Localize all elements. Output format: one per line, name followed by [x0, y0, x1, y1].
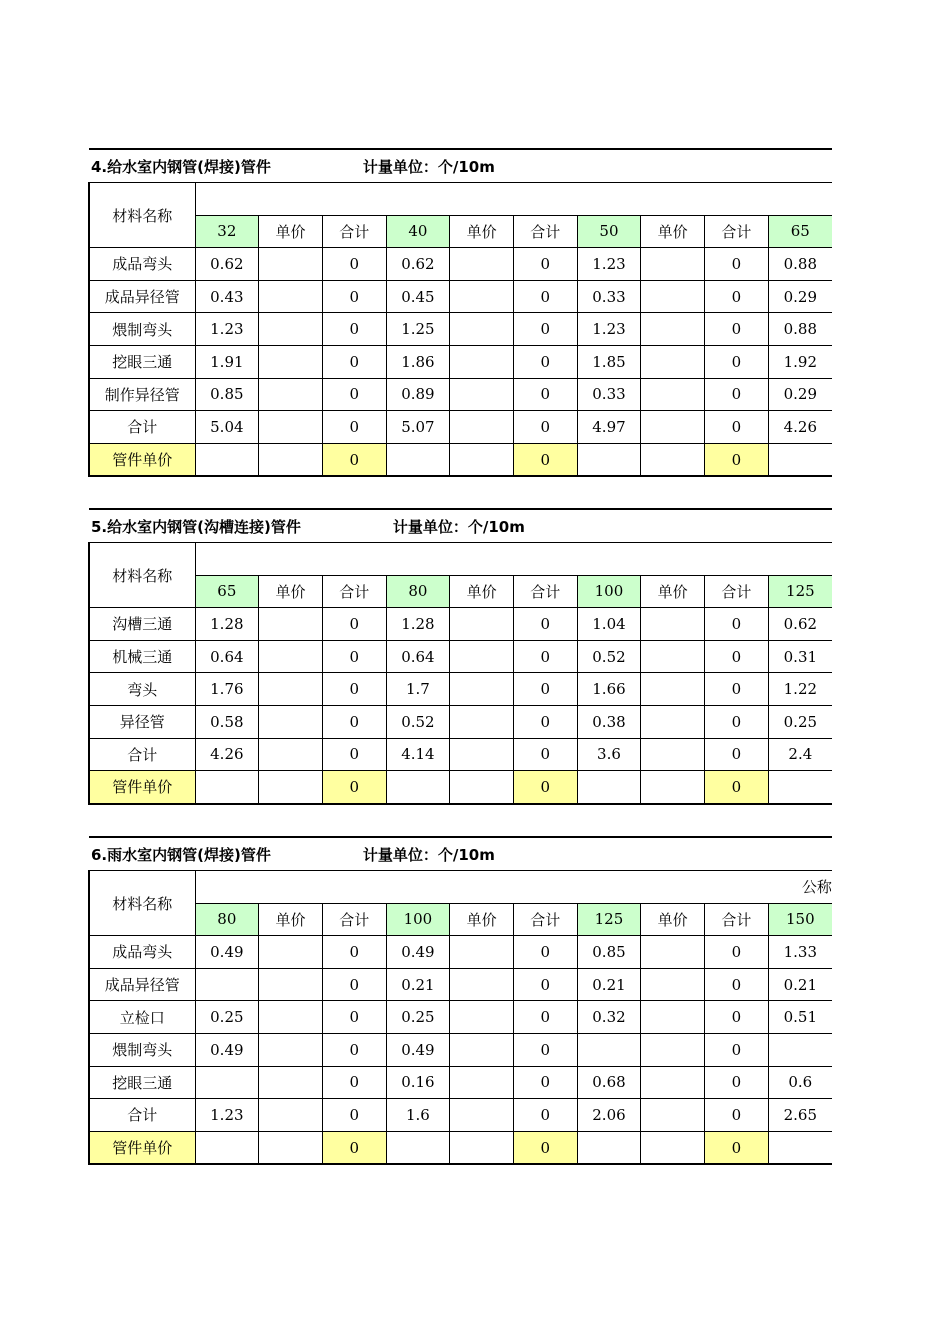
table-cell: 2.4: [768, 738, 832, 771]
table-cell: 0.32: [577, 1001, 641, 1034]
table-cell: 5.07: [386, 411, 450, 444]
table-cell: [450, 248, 514, 281]
table-cell: 0: [705, 705, 769, 738]
unit-label: 计量单位：个/10m: [392, 517, 525, 536]
table-cell: 0.49: [195, 936, 259, 969]
unit-price-cell: [768, 443, 832, 476]
table-cell: [259, 313, 323, 346]
name-header: 材料名称: [89, 183, 195, 248]
table-cell: [259, 673, 323, 706]
table-cell: 0: [705, 968, 769, 1001]
table-cell: [641, 248, 705, 281]
table-cell: 1.23: [195, 1099, 259, 1132]
table-cell: 1.33: [768, 936, 832, 969]
table-cell: 0.89: [386, 378, 450, 411]
table-cell: 0.85: [195, 378, 259, 411]
spreadsheet-table: [88, 836, 832, 1165]
table-cell: 4.14: [386, 738, 450, 771]
table-cell: [641, 345, 705, 378]
table-cell: 0: [513, 280, 577, 313]
material-name: 合计: [89, 738, 195, 771]
unit-price-cell: [195, 771, 259, 804]
table-cell: [259, 1099, 323, 1132]
table-cell: 0: [322, 280, 386, 313]
table-cell: 0: [705, 1033, 769, 1066]
unit-label: 计量单位：个/10m: [362, 845, 495, 864]
total-header: 合计: [322, 215, 386, 248]
unit-price-label: 管件单价: [89, 771, 195, 804]
material-name: 弯头: [89, 673, 195, 706]
table-cell: [641, 378, 705, 411]
table-cell: 0: [322, 738, 386, 771]
table-cell: 1.04: [577, 608, 641, 641]
table-cell: 0: [705, 1066, 769, 1099]
table-cell: 0: [705, 1099, 769, 1132]
total-header: 合计: [705, 575, 769, 608]
unit-price-cell: 0: [705, 771, 769, 804]
table-cell: 1.91: [195, 345, 259, 378]
material-name: 成品弯头: [89, 248, 195, 281]
unit-price-cell: [259, 1131, 323, 1164]
table-row: [89, 640, 832, 673]
material-name: 合计: [89, 1099, 195, 1132]
size-header: 80: [386, 575, 450, 608]
table-cell: [641, 608, 705, 641]
material-name: 成品异径管: [89, 968, 195, 1001]
table-cell: 0: [322, 705, 386, 738]
price-header: 单价: [450, 903, 514, 936]
unit-price-cell: 0: [705, 1131, 769, 1164]
nominal-size-header: 公称: [195, 871, 832, 904]
table-cell: 0: [705, 1001, 769, 1034]
table-cell: [259, 280, 323, 313]
table-cell: [450, 705, 514, 738]
table-cell: 0.43: [195, 280, 259, 313]
table-cell: 0.52: [577, 640, 641, 673]
table-title: 5.给水室内钢管(沟槽连接)管件: [91, 517, 301, 536]
table-cell: [450, 345, 514, 378]
table-cell: 0.21: [386, 968, 450, 1001]
unit-price-cell: [386, 771, 450, 804]
table-cell: 0: [322, 313, 386, 346]
table-cell: 0: [322, 936, 386, 969]
table-cell: [259, 1001, 323, 1034]
table-cell: 1.23: [195, 313, 259, 346]
table-row: [89, 705, 832, 738]
total-header: 合计: [705, 215, 769, 248]
table-cell: [450, 968, 514, 1001]
total-header: 合计: [322, 575, 386, 608]
price-header: 单价: [641, 215, 705, 248]
total-header: 合计: [513, 215, 577, 248]
table-cell: 1.66: [577, 673, 641, 706]
material-name: 成品弯头: [89, 936, 195, 969]
table-cell: 0: [513, 968, 577, 1001]
table-cell: [641, 313, 705, 346]
table-cell: [641, 1099, 705, 1132]
size-header: 80: [195, 903, 259, 936]
unit-price-cell: [641, 1131, 705, 1164]
table-cell: [259, 705, 323, 738]
table-cell: 4.26: [195, 738, 259, 771]
unit-price-cell: [641, 771, 705, 804]
unit-price-row: [89, 771, 832, 804]
table-cell: 0.25: [386, 1001, 450, 1034]
table-cell: [259, 608, 323, 641]
table-row: [89, 1033, 832, 1066]
table-cell: [641, 280, 705, 313]
unit-price-label: 管件单价: [89, 443, 195, 476]
table-cell: 0: [322, 608, 386, 641]
price-header: 单价: [259, 903, 323, 936]
table-cell: 0.21: [768, 968, 832, 1001]
size-header: 32: [195, 215, 259, 248]
table-cell: [195, 968, 259, 1001]
table-cell: [450, 280, 514, 313]
table-cell: 0: [513, 608, 577, 641]
table-cell: [450, 738, 514, 771]
table-cell: 1.92: [768, 345, 832, 378]
unit-price-cell: [768, 1131, 832, 1164]
table-cell: [195, 1066, 259, 1099]
table-cell: 1.86: [386, 345, 450, 378]
spreadsheet-table: [88, 508, 832, 805]
table-cell: [641, 640, 705, 673]
price-header: 单价: [641, 903, 705, 936]
table-cell: 0.29: [768, 280, 832, 313]
table-cell: 0.85: [577, 936, 641, 969]
table-cell: 0: [322, 345, 386, 378]
price-header: 单价: [259, 575, 323, 608]
table-cell: [577, 1033, 641, 1066]
table-row: [89, 1066, 832, 1099]
material-name: 挖眼三通: [89, 1066, 195, 1099]
unit-label: 计量单位：个/10m: [362, 157, 495, 176]
table-cell: 0.51: [768, 1001, 832, 1034]
table-row: [89, 378, 832, 411]
table-cell: 1.76: [195, 673, 259, 706]
table-cell: 0: [705, 608, 769, 641]
table-cell: [450, 378, 514, 411]
table-cell: 0: [705, 936, 769, 969]
size-header: 100: [577, 575, 641, 608]
table-cell: 0: [322, 248, 386, 281]
table-cell: 0.33: [577, 280, 641, 313]
table-cell: [641, 1033, 705, 1066]
unit-price-cell: [577, 443, 641, 476]
nominal-size-header: [195, 543, 832, 576]
table-cell: [450, 640, 514, 673]
table-row: [89, 248, 832, 281]
fittings-table-5: [88, 508, 828, 805]
table-cell: 0.16: [386, 1066, 450, 1099]
unit-price-cell: [386, 1131, 450, 1164]
unit-price-cell: [577, 1131, 641, 1164]
table-cell: [259, 936, 323, 969]
table-cell: 1.28: [195, 608, 259, 641]
table-cell: 0.6: [768, 1066, 832, 1099]
unit-price-cell: 0: [513, 771, 577, 804]
table-cell: [450, 1033, 514, 1066]
table-cell: [259, 640, 323, 673]
table-cell: [641, 936, 705, 969]
table-cell: 0: [322, 673, 386, 706]
table-row: [89, 673, 832, 706]
table-cell: 0: [513, 936, 577, 969]
table-cell: 0.62: [386, 248, 450, 281]
table-cell: 0: [322, 1099, 386, 1132]
table-cell: 0.68: [577, 1066, 641, 1099]
table-cell: 0: [513, 673, 577, 706]
table-cell: 0.25: [195, 1001, 259, 1034]
table-cell: 0: [705, 640, 769, 673]
table-cell: 0.33: [577, 378, 641, 411]
material-name: 成品异径管: [89, 280, 195, 313]
total-header: 合计: [705, 903, 769, 936]
unit-price-cell: [450, 1131, 514, 1164]
table-cell: [450, 411, 514, 444]
table-cell: [259, 968, 323, 1001]
table-cell: 0: [513, 1099, 577, 1132]
fittings-table-4: [88, 148, 828, 477]
table-cell: 0.31: [768, 640, 832, 673]
table-cell: 0.49: [386, 936, 450, 969]
material-name: 立检口: [89, 1001, 195, 1034]
total-header: 合计: [513, 575, 577, 608]
price-header: 单价: [450, 575, 514, 608]
nominal-size-header: [195, 183, 832, 216]
material-name: 挖眼三通: [89, 345, 195, 378]
table-cell: [641, 705, 705, 738]
unit-price-row: [89, 1131, 832, 1164]
table-cell: 0: [705, 313, 769, 346]
table-cell: 2.06: [577, 1099, 641, 1132]
table-cell: 1.25: [386, 313, 450, 346]
material-name: 煨制弯头: [89, 1033, 195, 1066]
table-cell: 0: [513, 1001, 577, 1034]
table-cell: 0.88: [768, 313, 832, 346]
size-header: 125: [768, 575, 832, 608]
name-header: 材料名称: [89, 871, 195, 936]
table-row: [89, 1001, 832, 1034]
table-cell: 3.6: [577, 738, 641, 771]
table-title-row: [89, 837, 832, 871]
material-name: 异径管: [89, 705, 195, 738]
table-cell: [259, 1066, 323, 1099]
table-cell: 0: [513, 1033, 577, 1066]
table-row: [89, 968, 832, 1001]
table-row: [89, 608, 832, 641]
table-cell: 0: [513, 313, 577, 346]
table-cell: 0.25: [768, 705, 832, 738]
table-cell: 0.88: [768, 248, 832, 281]
table-cell: [259, 378, 323, 411]
table-cell: 2.65: [768, 1099, 832, 1132]
table-row: [89, 411, 832, 444]
material-name: 制作异径管: [89, 378, 195, 411]
table-cell: [450, 1099, 514, 1132]
unit-price-cell: [641, 443, 705, 476]
total-header: 合计: [322, 903, 386, 936]
table-cell: [450, 1066, 514, 1099]
table-title-row: [89, 509, 832, 543]
fittings-table-6: [88, 836, 832, 1165]
table-cell: 1.85: [577, 345, 641, 378]
price-header: 单价: [259, 215, 323, 248]
table-cell: 0: [513, 411, 577, 444]
unit-price-cell: [450, 771, 514, 804]
table-cell: 0.38: [577, 705, 641, 738]
table-cell: [641, 738, 705, 771]
table-cell: 0: [705, 673, 769, 706]
table-cell: 0: [513, 705, 577, 738]
table-cell: 1.6: [386, 1099, 450, 1132]
unit-price-cell: [450, 443, 514, 476]
table-cell: [641, 673, 705, 706]
table-cell: 0.29: [768, 378, 832, 411]
size-header: 150: [768, 903, 832, 936]
size-header: 65: [195, 575, 259, 608]
table-title: 4.给水室内钢管(焊接)管件: [91, 157, 271, 176]
table-cell: [259, 738, 323, 771]
table-cell: [450, 608, 514, 641]
table-cell: 0: [513, 1066, 577, 1099]
table-row: [89, 738, 832, 771]
table-cell: 0: [322, 1001, 386, 1034]
table-title: 6.雨水室内钢管(焊接)管件: [91, 845, 271, 864]
table-cell: 0.45: [386, 280, 450, 313]
table-cell: [259, 248, 323, 281]
table-cell: [641, 968, 705, 1001]
unit-price-cell: [577, 771, 641, 804]
table-cell: 0: [513, 345, 577, 378]
price-header: 单价: [641, 575, 705, 608]
table-cell: 0.58: [195, 705, 259, 738]
unit-price-row: [89, 443, 832, 476]
price-header: 单价: [450, 215, 514, 248]
material-name: 合计: [89, 411, 195, 444]
table-cell: 0.21: [577, 968, 641, 1001]
name-header: 材料名称: [89, 543, 195, 608]
material-name: 煨制弯头: [89, 313, 195, 346]
table-cell: 4.26: [768, 411, 832, 444]
table-cell: [641, 411, 705, 444]
table-cell: 0: [513, 738, 577, 771]
size-header: 50: [577, 215, 641, 248]
unit-price-cell: [195, 1131, 259, 1164]
unit-price-cell: [386, 443, 450, 476]
table-cell: 0.52: [386, 705, 450, 738]
unit-price-cell: [195, 443, 259, 476]
table-cell: 5.04: [195, 411, 259, 444]
unit-price-cell: 0: [322, 443, 386, 476]
table-cell: [450, 936, 514, 969]
table-cell: [450, 673, 514, 706]
table-cell: 0: [705, 378, 769, 411]
table-cell: [259, 345, 323, 378]
table-cell: 0.64: [386, 640, 450, 673]
unit-price-cell: 0: [322, 1131, 386, 1164]
unit-price-cell: 0: [513, 1131, 577, 1164]
unit-price-cell: [768, 771, 832, 804]
table-cell: 0: [705, 411, 769, 444]
table-cell: [768, 1033, 832, 1066]
unit-price-cell: [259, 443, 323, 476]
unit-price-cell: 0: [322, 771, 386, 804]
table-cell: 0: [705, 345, 769, 378]
table-cell: 0: [513, 248, 577, 281]
size-header: 65: [768, 215, 832, 248]
table-cell: [641, 1001, 705, 1034]
table-cell: 0: [322, 1033, 386, 1066]
table-cell: 1.28: [386, 608, 450, 641]
unit-price-label: 管件单价: [89, 1131, 195, 1164]
table-cell: [641, 1066, 705, 1099]
size-header: 100: [386, 903, 450, 936]
table-cell: [450, 313, 514, 346]
table-title-row: [89, 149, 832, 183]
table-cell: 0.49: [195, 1033, 259, 1066]
material-name: 沟槽三通: [89, 608, 195, 641]
table-cell: 1.23: [577, 313, 641, 346]
table-cell: 1.7: [386, 673, 450, 706]
table-cell: 0: [513, 378, 577, 411]
spreadsheet-table: [88, 148, 832, 477]
table-cell: 0: [705, 738, 769, 771]
table-row: [89, 936, 832, 969]
table-cell: 1.23: [577, 248, 641, 281]
table-cell: 0: [322, 1066, 386, 1099]
table-cell: [450, 1001, 514, 1034]
table-cell: [259, 1033, 323, 1066]
table-cell: [259, 411, 323, 444]
table-cell: 0.64: [195, 640, 259, 673]
total-header: 合计: [513, 903, 577, 936]
table-row: [89, 280, 832, 313]
size-header: 40: [386, 215, 450, 248]
table-cell: 0.49: [386, 1033, 450, 1066]
table-cell: 0: [705, 248, 769, 281]
table-cell: 0: [513, 640, 577, 673]
table-cell: 0: [322, 640, 386, 673]
table-cell: 0: [322, 378, 386, 411]
table-cell: 1.22: [768, 673, 832, 706]
table-row: [89, 345, 832, 378]
table-cell: 4.97: [577, 411, 641, 444]
table-cell: 0.62: [195, 248, 259, 281]
table-row: [89, 1099, 832, 1132]
table-cell: 0: [705, 280, 769, 313]
material-name: 机械三通: [89, 640, 195, 673]
size-header: 125: [577, 903, 641, 936]
unit-price-cell: [259, 771, 323, 804]
table-cell: 0.62: [768, 608, 832, 641]
table-cell: 0: [322, 968, 386, 1001]
table-cell: 0: [322, 411, 386, 444]
unit-price-cell: 0: [513, 443, 577, 476]
unit-price-cell: 0: [705, 443, 769, 476]
table-row: [89, 313, 832, 346]
